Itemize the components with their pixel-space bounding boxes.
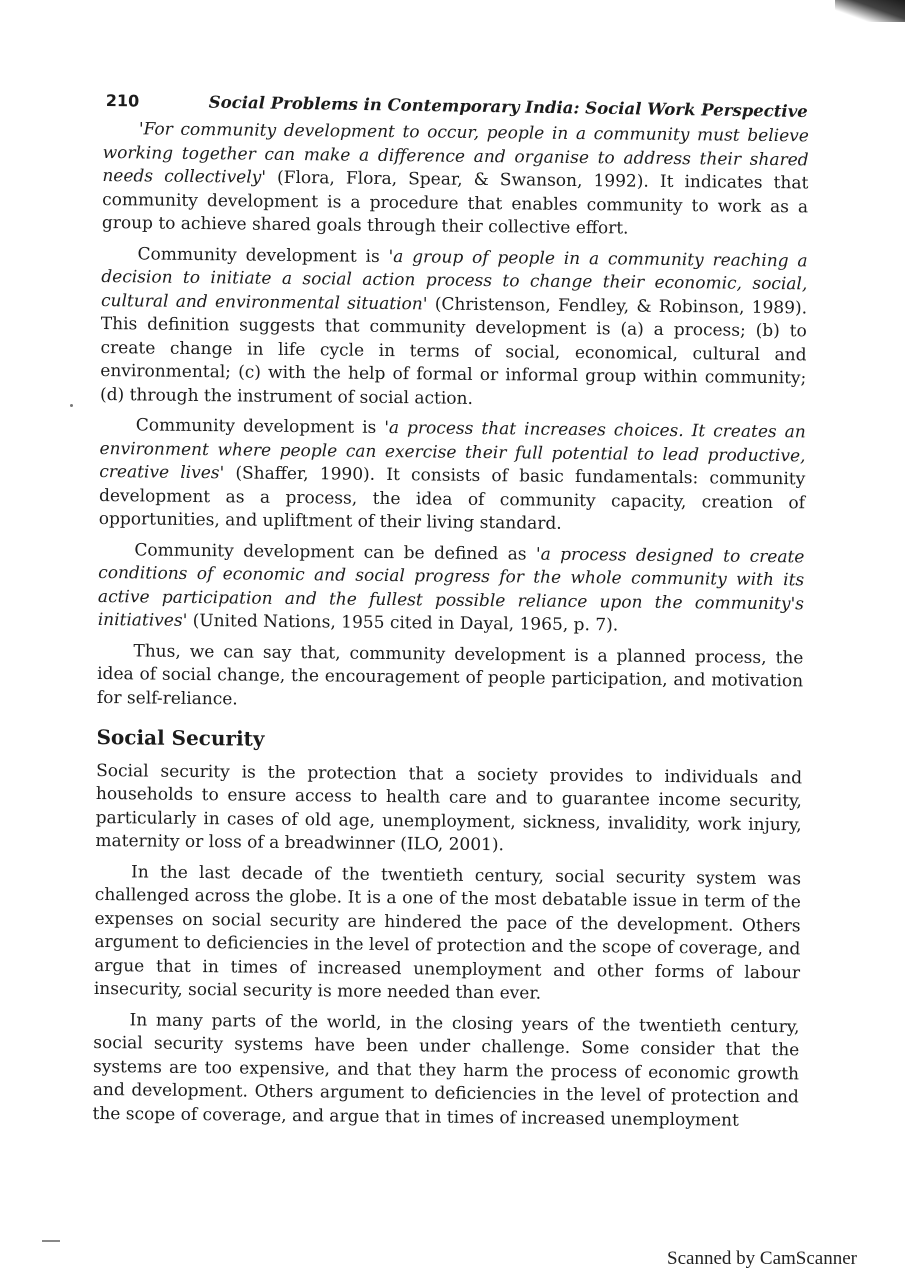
page-number: 210 <box>105 90 140 111</box>
scan-margin-dash <box>42 1240 60 1242</box>
paragraph-2-lead: Community development is <box>137 243 389 267</box>
paragraph-3 <box>99 414 806 539</box>
scanner-watermark: Scanned by CamScanner <box>667 1248 857 1269</box>
paragraph-1-text: (Flora, Flora, Spear, & Swanson, 1992). It indicates that community development is a procedure that enables community to work as a group to achieve shared goals through their collective effort. <box>101 167 809 239</box>
paragraph-3-lead: Community development is <box>135 415 385 438</box>
quote-christenson: 'a group of people in a community reaching a decision to initiate a social action process to change their economic, social, cultural and environmental situation' <box>100 246 808 314</box>
paragraph-4-text: (United Nations, 1955 cited in Dayal, 1965, p. 7). <box>187 610 619 636</box>
running-title: Social Problems in Contemporary India: Social Work Perspective <box>208 92 808 122</box>
quote-united-nations: 'a process designed to create conditions of economic and social progress for the whole community with its active participation and the fullest possible reliance upon the community's initiatives' <box>97 544 805 631</box>
paragraph-1 <box>102 118 809 243</box>
page-header <box>106 70 809 121</box>
paragraph-2-text: (Christenson, Fendley, & Robinson, 1989). This definition suggests that community development is (a) a process; (b) to create change in life cycle in terms of social, economical, cultural and environmental; (c) with the help of formal or informal group within community; (d) through the instrument of social action. <box>99 293 808 409</box>
paragraph-4-lead: Community development can be defined as <box>134 539 537 565</box>
paragraph-5: Thus, we can say that, community development is a planned process, the idea of social change, the encouragement of people participation, and motivation for self-reliance. <box>96 640 804 709</box>
scan-corner-shadow <box>835 0 905 22</box>
paragraph-7: In the last decade of the twentieth century, social security system was challenged across the globe. It is a one of the most debatable issue in term of the expenses on social security are hindered the pace of the development. Others argument to deficiencies in the level of protection and the scope of coverage, and argue that in times of increased unemployment and other forms of labour insecurity, social security is more needed than ever. <box>93 861 802 1004</box>
quote-shaffer: 'a process that increases choices. It creates an environment where people can exercise their full potential to lead productive, creative lives' <box>99 417 806 484</box>
page-body <box>92 118 809 1140</box>
scan-margin-mark <box>70 404 73 407</box>
quote-flora: 'For community development to occur, people in a community must believe working together can make a difference and organise to address their shared needs collectively' <box>102 119 809 188</box>
paragraph-3-text: (Shaffer, 1990). It consists of basic fundamentals: community development as a process, the idea of community capacity, creation of opportunities, and upliftment of their living standard. <box>98 463 806 534</box>
paragraph-4 <box>98 538 805 639</box>
paragraph-2 <box>100 242 808 414</box>
paragraph-8: In many parts of the world, in the closing years of the twentieth century, social security systems have been under challenge. Some consider that the systems are too expensive, and that they harm the process of economic growth and development. Others argument to deficiencies in the level of protection and the scope of coverage, and argue that in times of increased unemployment <box>92 1009 800 1131</box>
paragraph-6: Social security is the protection that a society provides to individuals and households to ensure access to health care and to guarantee income security, particularly in cases of old age, unemployment, sickness, invalidity, work injury, maternity or loss of a breadwinner (ILO, 2001). <box>95 760 803 856</box>
section-heading: Social Security <box>96 724 265 751</box>
